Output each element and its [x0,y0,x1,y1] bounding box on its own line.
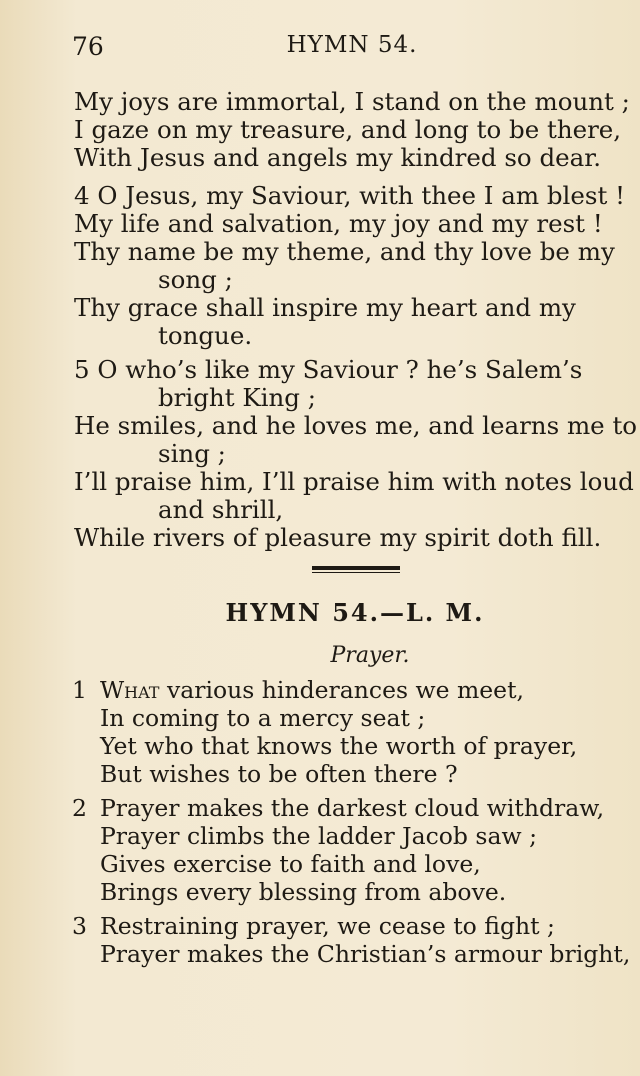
stanza-number: 5 [74,355,90,384]
verse-line [72,676,640,704]
running-title: HYMN 54. [286,32,418,58]
verse-line: Yet who that knows the worth of prayer, [100,732,578,760]
running-head [72,32,632,66]
hymn-heading: HYMN 54.—L. M. [225,598,485,627]
verse-line-text: O Jesus, my Saviour, with thee I am blest ! [97,181,625,210]
verse-line: In coming to a mercy seat ; [100,704,426,732]
verse-line: Thy grace shall inspire my heart and my [74,293,576,322]
stanza-4 [74,182,640,350]
verse-line: My joys are immortal, I stand on the mount ; [74,87,630,116]
verse-line-continuation: tongue. [158,321,253,350]
verse-line-continuation: and shrill, [158,495,284,524]
verse-line: Brings every blessing from above. [100,878,507,906]
stanza-5 [74,356,640,552]
stanza-number: 4 [74,181,90,210]
verse-line: Prayer climbs the ladder Jacob saw ; [100,822,537,850]
verse-2 [72,794,640,906]
verse-line-text: various hinderances we meet, [159,676,525,704]
verse-line: But wishes to be often there ? [100,760,458,788]
verse-line [74,182,640,210]
verse-line: While rivers of pleasure my spirit doth fill. [74,523,602,552]
divider-thin-rule [312,572,400,573]
divider-thick-rule [312,566,400,570]
verse-line [74,356,640,384]
verse-3 [72,912,640,968]
verse-line: Restraining prayer, we cease to fight ; [100,912,555,940]
verse-number: 3 [72,912,87,940]
verse-line: Prayer makes the darkest cloud withdraw, [100,794,605,822]
verse-line: I gaze on my treasure, and long to be there, [74,115,622,144]
verse-line-continuation: bright King ; [158,383,316,412]
verse-line: Thy name be my theme, and thy love be my [74,237,615,266]
verse-number: 1 [72,676,87,704]
verse-line: My life and salvation, my joy and my rest ! [74,209,603,238]
verse-line-continuation: sing ; [158,439,226,468]
verse-number: 2 [72,794,87,822]
verse-line: I’ll praise him, I’ll praise him with notes loud [74,467,634,496]
verse-line: Prayer makes the Christian’s armour bright, [100,940,631,968]
verse-line: He smiles, and he loves me, and learns me to [74,411,638,440]
section-divider [312,566,400,573]
verse-line: Gives exercise to faith and love, [100,850,481,878]
stanza-3-continuation [74,88,640,172]
verse-1 [72,676,640,788]
hymn-subtitle: Prayer. [330,643,410,668]
verse-line-text: O who’s like my Saviour ? he’s Salem’s [97,355,583,384]
verse-line-continuation: song ; [158,265,233,294]
page-number: 76 [72,32,104,61]
verse-first-word: What [100,676,160,704]
verse-line: With Jesus and angels my kindred so dear. [74,143,602,172]
